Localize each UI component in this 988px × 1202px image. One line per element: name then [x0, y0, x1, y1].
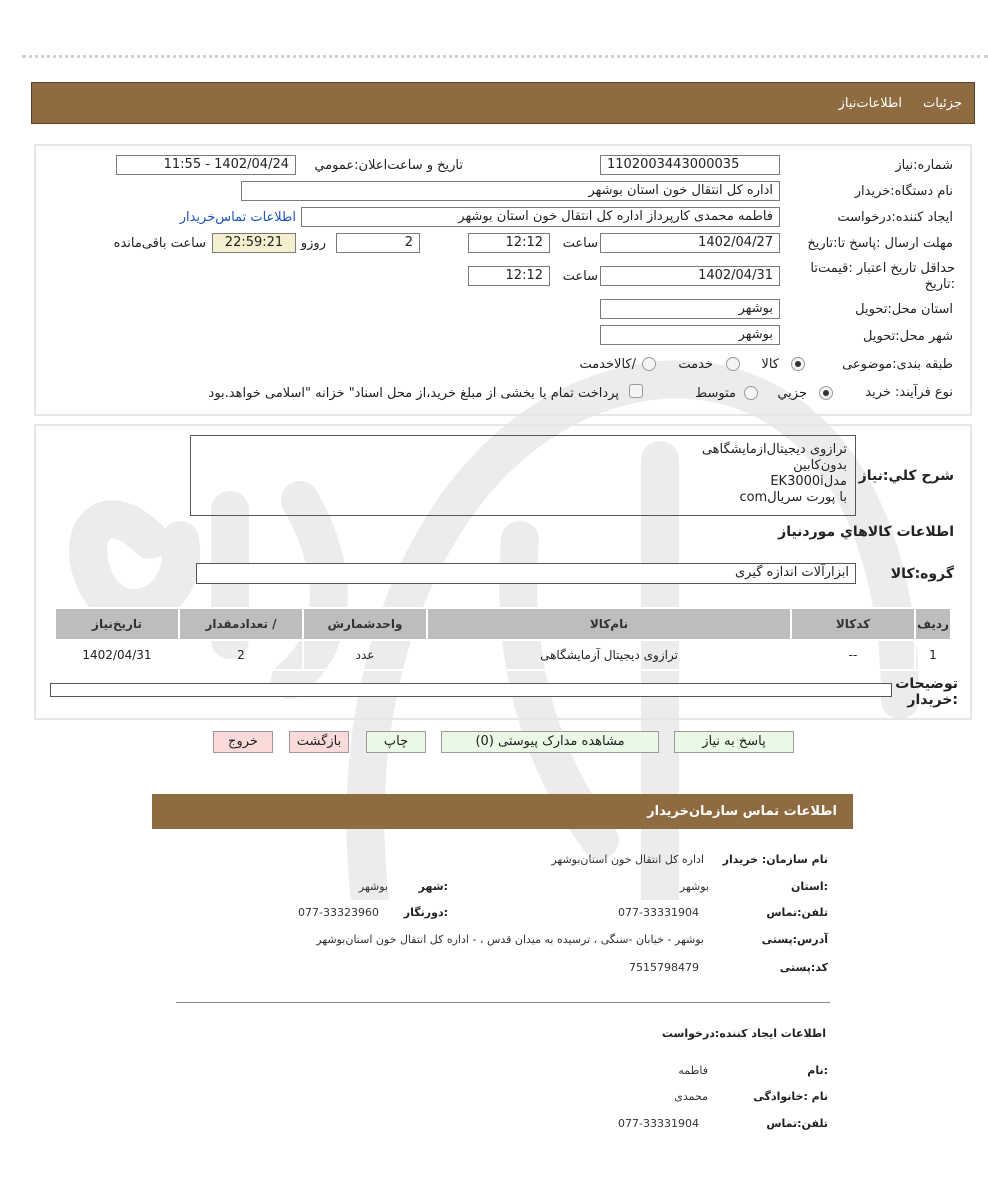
contact-header-bar	[152, 794, 853, 829]
need-number-field: 1102003443000035	[600, 155, 780, 175]
validity-time-label: ساعت	[562, 269, 598, 284]
col-quantity: / تعدادمقدار	[179, 608, 303, 640]
contact-org-label: نام سازمان: خریدار	[722, 853, 828, 866]
cell-code: --	[791, 640, 915, 670]
goods-group-field: ابزارآلات اندازه گیری	[196, 563, 856, 584]
remaining-label: ساعت باقی‌مانده	[113, 236, 206, 251]
cell-quantity: 2	[179, 640, 303, 670]
description-line: مدلEK3000i	[770, 474, 847, 489]
col-unit: واحدشمارش	[303, 608, 427, 640]
contact-city-label: :شهر	[418, 880, 448, 893]
radio-goods-label: کالا	[761, 357, 779, 372]
contact-address-label: آدرس:پستی	[761, 933, 828, 946]
col-need-date: تاریخ‌نیاز	[55, 608, 179, 640]
contact-city-value: بوشهر	[358, 880, 388, 893]
creator-family-value: محمدی	[674, 1090, 708, 1103]
view-documents-button[interactable]: مشاهده مدارک پیوستی (0)	[441, 731, 659, 753]
deadline-date-field: 1402/04/27	[600, 233, 780, 253]
contact-fax-value: 077-33323960	[298, 906, 379, 919]
announce-datetime-field: 1402/04/24 - 11:55	[116, 155, 296, 175]
deadline-time-label: ساعت	[562, 236, 598, 251]
cell-row: 1	[915, 640, 951, 670]
province-field: بوشهر	[600, 299, 780, 319]
process-label: نوع فرآیند: خرید	[865, 385, 953, 400]
creator-phone-value: 077-33331904	[618, 1117, 699, 1130]
remaining-time-field: 22:59:21	[212, 233, 296, 253]
contact-province-label: :استان	[791, 880, 828, 893]
contact-org-value: اداره کل انتقال خون استان‌بوشهر	[551, 853, 704, 866]
cell-name: ترازوی دیجیتال آزمایشگاهی	[427, 640, 791, 670]
radio-medium-label: متوسط	[695, 386, 736, 401]
goods-group-label: گروه:کالا	[890, 566, 954, 582]
reply-button[interactable]: پاسخ به نیاز	[674, 731, 794, 753]
buyer-org-label: نام دستگاه:خريدار	[854, 184, 953, 199]
cell-need-date: 1402/04/31	[55, 640, 179, 670]
goods-table	[54, 607, 952, 671]
col-row: ردیف	[915, 608, 951, 640]
radio-goods[interactable]	[791, 357, 805, 371]
contact-title: اطلاعات تماس سازمان‌خریدار	[647, 804, 837, 819]
goods-table-header	[55, 608, 951, 640]
tab-need-info[interactable]: اطلاعات‌نیاز	[838, 96, 902, 111]
description-line: ترازوی دیجیتال‌ازمایشگاهی	[701, 442, 847, 457]
description-line: با پورت سریالcom	[739, 490, 847, 505]
treasury-payment-label: پرداخت تمام یا بخشی از مبلغ خرید،از محل اسناد" خزانه "اسلامی خواهد.بود	[208, 386, 619, 401]
contact-phone-value: 077-33331904	[618, 906, 699, 919]
validity-date-field: 1402/04/31	[600, 266, 780, 286]
creator-name-label: :نام	[807, 1064, 828, 1077]
creator-family-label: نام :خانوادگی	[753, 1090, 828, 1103]
validity-time-field: 12:12	[468, 266, 550, 286]
buyer-org-field: اداره کل انتقال خون استان بوشهر	[241, 181, 780, 201]
description-box	[190, 435, 856, 516]
city-field: بوشهر	[600, 325, 780, 345]
tab-details[interactable]: جزئیات	[923, 96, 962, 111]
days-field: 2	[336, 233, 420, 253]
exit-button[interactable]: خروج	[213, 731, 273, 753]
radio-goods-service-label: /کالاخدمت	[579, 357, 636, 372]
radio-medium[interactable]	[744, 386, 758, 400]
contact-fax-label: :دورنگار	[403, 906, 448, 919]
cell-unit: عدد	[303, 640, 427, 670]
need-number-label: شماره:نیاز	[895, 158, 953, 173]
buyer-contact-link[interactable]: اطلاعات تماس‌خریدار	[179, 210, 296, 225]
description-label: شرح کلي:نیاز	[858, 468, 954, 484]
radio-service[interactable]	[726, 357, 740, 371]
back-button[interactable]: بازگشت	[289, 731, 349, 753]
city-label: شهر محل:تحویل	[863, 329, 953, 344]
contact-province-value: بوشهر	[679, 880, 709, 893]
radio-partial-label: جزیي	[777, 386, 807, 401]
days-label: روزو	[300, 236, 326, 251]
announce-label: تاریخ و ساعت‌اعلان:عمومي	[314, 158, 463, 173]
province-label: استان محل:تحویل	[855, 302, 953, 317]
buyer-notes-label: توضیحات :خریدار	[895, 676, 958, 708]
treasury-payment-checkbox[interactable]	[629, 384, 643, 398]
creator-section-title: اطلاعات ایجاد کننده:درخواست	[661, 1027, 826, 1040]
validity-label: حداقل تاریخ اعتبار :قیمت‌تا :تاریخ	[810, 261, 955, 292]
creator-name-value: فاطمه	[678, 1064, 708, 1077]
category-label: طبقه بندی:موضوعی	[842, 357, 953, 372]
radio-service-label: خدمت	[678, 357, 713, 372]
contact-divider	[176, 1002, 830, 1003]
contact-postal-value: 7515798479	[629, 961, 699, 974]
table-row	[55, 640, 951, 670]
col-name: نام‌کالا	[427, 608, 791, 640]
buyer-notes-field	[50, 683, 892, 697]
deadline-label: مهلت ارسال :پاسخ تا:تاریخ	[807, 236, 953, 251]
deadline-time-field: 12:12	[468, 233, 550, 253]
radio-partial[interactable]	[819, 386, 833, 400]
top-divider	[22, 55, 988, 58]
goods-title: اطلاعات کالاهاي موردنیاز	[778, 524, 954, 540]
contact-phone-label: تلفن:تماس	[766, 906, 828, 919]
contact-address-value: بوشهر - خیابان -سنگی ، ترسیده به میدان قدس ، - اداره کل انتقال خون استان‌بوشهر	[316, 933, 704, 946]
description-line: بدون‌کابین	[793, 458, 847, 473]
creator-field: فاطمه محمدی کارپرداز اداره کل انتقال خون استان بوشهر	[301, 207, 780, 227]
contact-postal-label: کد:پستی	[779, 961, 828, 974]
print-button[interactable]: چاپ	[366, 731, 426, 753]
header-bar	[31, 82, 975, 124]
creator-phone-label: تلفن:تماس	[766, 1117, 828, 1130]
creator-label: ایجاد کننده:درخواست	[837, 210, 953, 225]
radio-goods-service[interactable]	[642, 357, 656, 371]
col-code: کدکالا	[791, 608, 915, 640]
